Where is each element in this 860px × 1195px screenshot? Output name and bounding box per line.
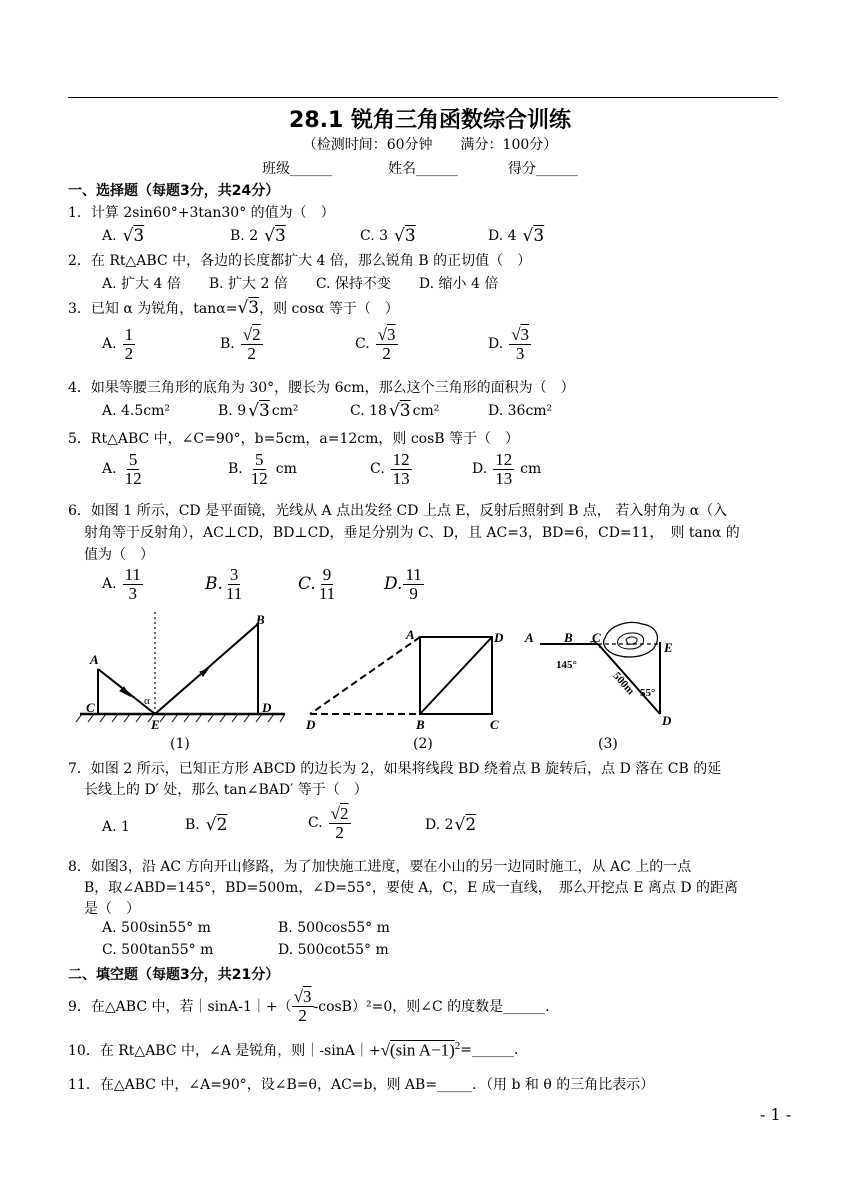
q7-option-d-label: D. 2 bbox=[425, 817, 454, 833]
q7-option-b-label: B. bbox=[185, 817, 200, 833]
question-1-stem: 1．计算 2sin60°+3tan30° 的值为（ ） bbox=[68, 205, 335, 221]
q7-option-c-label: C. bbox=[308, 815, 323, 832]
header-rule bbox=[68, 97, 778, 98]
q6-option-a-label: A. bbox=[102, 576, 117, 593]
q6-option-b bbox=[205, 566, 244, 603]
q4-option-b-label: B. 9 bbox=[218, 403, 247, 419]
q1-option-c-math: √3 bbox=[394, 226, 416, 246]
q7-option-c bbox=[308, 805, 351, 842]
fig1-alpha: α bbox=[144, 695, 150, 707]
q4-option-d: D. 36cm² bbox=[488, 403, 553, 419]
q5-option-b bbox=[228, 451, 297, 488]
q3-option-c bbox=[355, 326, 398, 363]
q3-option-a bbox=[102, 326, 135, 363]
q5-option-a-fraction: $\frac{5}{12}$ bbox=[124, 450, 142, 488]
question-4-stem: 4．如果等腰三角形的底角为 30°，腰长为 6cm，那么这个三角形的面积为（ ） bbox=[68, 380, 575, 396]
q5-option-a-label: A. bbox=[102, 461, 117, 478]
q6-option-c-label: C. bbox=[298, 574, 316, 595]
q5-option-a bbox=[102, 451, 144, 488]
q5-option-b-fraction: $\frac{5}{12}$ bbox=[250, 450, 268, 488]
question-6-line3: 值为（ ） bbox=[84, 547, 154, 563]
section-heading-fill: 二、填空题（每题3分，共21分） bbox=[68, 967, 280, 983]
q10-part2: =______. bbox=[460, 1042, 519, 1059]
q1-option-a-math: √3 bbox=[122, 226, 145, 246]
q7-option-a: A. 1 bbox=[102, 819, 130, 835]
q6-option-b-label: B. bbox=[205, 574, 223, 595]
q5-option-c-fraction: $\frac{12}{13}$ bbox=[392, 450, 410, 488]
figure-2-square-diagram bbox=[310, 637, 492, 714]
fig3-label-c: C bbox=[592, 630, 601, 645]
page-subtitle: （检测时间：60分钟 满分：100分） bbox=[302, 137, 558, 153]
q9-fraction: $\frac{√3}{2}$ bbox=[293, 987, 312, 1025]
q6-option-a bbox=[102, 566, 143, 603]
q9-part1: 9．在△ABC 中，若｜sinA-1｜+（ bbox=[68, 999, 292, 1016]
fig1-label-a: A bbox=[90, 652, 99, 667]
fig1-label-d: D bbox=[262, 700, 272, 715]
q4-option-a: A. 4.5cm² bbox=[102, 403, 171, 419]
q2-options: A. 扩大 4 倍 B. 扩大 2 倍 C. 保持不变 D. 缩小 4 倍 bbox=[102, 276, 499, 292]
q3-option-c-label: C. bbox=[355, 336, 370, 353]
q1-option-a bbox=[102, 226, 144, 246]
q3-option-c-fraction: $\frac{√3}{2}$ bbox=[377, 325, 396, 363]
q3-option-a-fraction: $\frac{1}{2}$ bbox=[124, 325, 134, 363]
fig3-angle-55: 55° bbox=[640, 687, 656, 699]
q5-option-d-unit: cm bbox=[520, 461, 542, 478]
q1-option-d bbox=[488, 226, 544, 246]
q4-option-b bbox=[218, 401, 299, 421]
fig2-label-a: A bbox=[406, 627, 415, 642]
name-field: 姓名______ bbox=[388, 161, 458, 177]
fig2-label-b: B bbox=[416, 717, 425, 732]
q7-option-d-math: √2 bbox=[454, 815, 477, 835]
q5-option-c bbox=[370, 451, 412, 488]
question-7-line2: 长线上的 D′ 处，那么 tan∠BAD′ 等于（ ） bbox=[84, 782, 368, 798]
q5-option-d-fraction: $\frac{12}{13}$ bbox=[495, 450, 513, 488]
q3-option-b-label: B. bbox=[220, 336, 235, 353]
fig2-label-d: D bbox=[494, 630, 504, 645]
q1-option-a-label: A. bbox=[102, 228, 117, 244]
figure-2-caption: (2) bbox=[413, 736, 433, 752]
q7-option-d bbox=[425, 815, 476, 835]
fig3-angle-145: 145° bbox=[556, 659, 577, 671]
question-9 bbox=[68, 988, 550, 1025]
q3-stem-part1: 3．已知 α 为锐角，tanα= bbox=[68, 301, 238, 317]
q5-option-d-label: D. bbox=[472, 461, 488, 478]
fig3-label-d: D bbox=[662, 713, 672, 728]
question-3-stem bbox=[68, 298, 399, 318]
fig3-distance-500m: 500m bbox=[610, 670, 637, 698]
q4-option-c-math: √3 bbox=[388, 401, 411, 421]
q8-option-d: D. 500cot55° m bbox=[278, 942, 389, 958]
question-8-line3: 是（ ） bbox=[84, 901, 140, 917]
fig2-label-d-prime: D bbox=[306, 717, 316, 732]
q5-option-d bbox=[472, 451, 541, 488]
q7-option-b-math: √2 bbox=[205, 815, 228, 835]
class-field: 班级______ bbox=[262, 161, 332, 177]
figure-1-caption: (1) bbox=[170, 736, 190, 752]
q4-option-b-unit: cm² bbox=[271, 403, 299, 419]
fig1-label-c: C bbox=[86, 700, 95, 715]
figure-3-caption: (3) bbox=[598, 736, 618, 752]
q3-option-b-fraction: $\frac{√2}{2}$ bbox=[242, 325, 261, 363]
q8-option-b: B. 500cos55° m bbox=[278, 920, 390, 936]
fig3-label-e: E bbox=[664, 640, 673, 655]
question-8-line1: 8．如图3，沿 AC 方向开山修路，为了加快施工进度，要在小山的另一边同时施工，从 AC 上的一点 bbox=[68, 859, 692, 875]
q1-option-b bbox=[230, 226, 286, 246]
q1-option-d-math: √3 bbox=[522, 226, 545, 246]
q1-option-d-label: D. 4 bbox=[488, 228, 517, 244]
page-title: 28.1 锐角三角函数综合训练 bbox=[289, 108, 571, 133]
q10-radical: √(sin A−1)$^2$ bbox=[380, 1040, 461, 1060]
question-6-line2: 射角等于反射角），AC⊥CD，BD⊥CD，垂足分别为 C、D，且 AC=3，BD=6，CD=11， 则 tanα 的 bbox=[84, 525, 740, 541]
q6-option-a-fraction: $\frac{11}{3}$ bbox=[124, 565, 141, 603]
q3-option-d-fraction: $\frac{√3}{3}$ bbox=[511, 325, 530, 363]
fig3-label-b: B bbox=[564, 630, 573, 645]
q6-option-c-fraction: $\frac{9}{11}$ bbox=[318, 565, 336, 603]
question-8-line2: B，取∠ABD=145°，BD=500m，∠D=55°，要使 A，C，E 成一直线， 那么开挖点 E 离点 D 的距离 bbox=[84, 880, 739, 896]
question-2-stem: 2．在 Rt△ABC 中，各边的长度都扩大 4 倍，那么锐角 B 的正切值（ ） bbox=[68, 253, 532, 269]
q1-option-c-label: C. 3 bbox=[360, 228, 389, 244]
q6-option-d-fraction: $\frac{11}{9}$ bbox=[405, 565, 422, 603]
q7-option-c-fraction: $\frac{√2}{2}$ bbox=[330, 804, 349, 842]
question-10 bbox=[68, 1040, 518, 1061]
q3-option-b bbox=[220, 326, 263, 363]
q3-option-a-label: A. bbox=[102, 336, 117, 353]
q6-option-d-label: D. bbox=[384, 574, 403, 595]
q3-sqrt3: √3 bbox=[237, 298, 260, 318]
q6-option-b-fraction: $\frac{3}{11}$ bbox=[225, 565, 243, 603]
q1-option-b-math: √3 bbox=[264, 226, 286, 246]
q3-option-d bbox=[488, 326, 531, 363]
q6-option-c bbox=[298, 566, 337, 603]
fig1-label-e: E bbox=[151, 717, 160, 732]
q8-option-a: A. 500sin55° m bbox=[102, 920, 211, 936]
q5-option-b-label: B. bbox=[228, 461, 243, 478]
fig3-label-a: A bbox=[525, 630, 534, 645]
q4-option-b-math: √3 bbox=[248, 401, 270, 421]
q5-option-b-unit: cm bbox=[275, 461, 297, 478]
q5-option-c-label: C. bbox=[370, 461, 385, 478]
score-field: 得分______ bbox=[508, 161, 578, 177]
q6-option-d bbox=[384, 566, 424, 603]
q7-option-b bbox=[185, 815, 227, 835]
q8-option-c: C. 500tan55° m bbox=[102, 942, 214, 958]
question-6-line1: 6．如图 1 所示，CD 是平面镜，光线从 A 点出发经 CD 上点 E，反射后照射到 B 点， 若入射角为 α（入 bbox=[68, 503, 728, 519]
question-5-stem: 5．Rt△ABC 中，∠C=90°，b=5cm，a=12cm，则 cosB 等于（ ） bbox=[68, 431, 520, 447]
section-heading-choice: 一、选择题（每题3分，共24分） bbox=[68, 183, 280, 199]
fig1-label-b: B bbox=[256, 612, 265, 627]
fig2-label-c: C bbox=[490, 717, 499, 732]
question-11: 11．在△ABC 中，∠A=90°，设∠B=θ，AC=b，则 AB=_____．（用 b 和 θ 的三角比表示） bbox=[68, 1077, 655, 1093]
q1-option-b-label: B. 2 bbox=[230, 228, 259, 244]
q9-part2: -cosB）²=0，则∠C 的度数是______. bbox=[313, 999, 550, 1016]
q3-option-d-label: D. bbox=[488, 336, 504, 353]
q4-option-c-unit: cm² bbox=[412, 403, 440, 419]
q4-option-c-label: C. 18 bbox=[350, 403, 387, 419]
q1-option-c bbox=[360, 226, 416, 246]
question-7-line1: 7．如图 2 所示，已知正方形 ABCD 的边长为 2，如果将线段 BD 绕着点 B 旋转后，点 D 落在 CB 的延 bbox=[68, 761, 722, 777]
figure-1-mirror-diagram bbox=[76, 612, 285, 722]
q4-option-c bbox=[350, 401, 439, 421]
page-number: - 1 - bbox=[760, 1105, 792, 1124]
figures-row bbox=[70, 612, 790, 732]
q3-stem-part2: ，则 cosα 等于（ ） bbox=[259, 301, 399, 317]
q10-part1: 10．在 Rt△ABC 中，∠A 是锐角，则｜-sinA｜+ bbox=[68, 1043, 381, 1060]
